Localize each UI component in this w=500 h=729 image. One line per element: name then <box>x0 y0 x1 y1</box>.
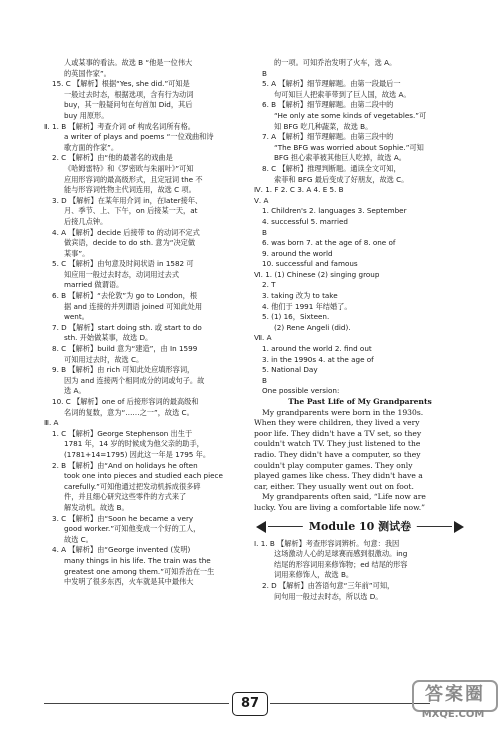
watermark-logo <box>412 680 494 724</box>
answer-line: 2. D 【解析】由答语句意“三年前”可知， <box>262 580 395 590</box>
answer-line: Ⅴ. A <box>254 195 269 205</box>
answer-line: 应用形容词的最高级形式，且定冠词 the 不 <box>64 174 203 184</box>
footer-rule-left <box>44 703 229 704</box>
triangle-right-icon <box>454 521 464 533</box>
answer-line: buy 用原形。 <box>64 110 109 120</box>
answer-line: buy，其一般疑问句在句首加 Did，其后 <box>64 100 193 110</box>
answer-line: 1. around the world 2. find out <box>262 344 372 354</box>
answer-line: carefully.”可知他通过把发动机拆成很多碎 <box>64 481 201 491</box>
module-banner <box>254 518 466 536</box>
answer-line: “The BFG was worried about Sophie.”可知 <box>274 142 424 152</box>
answer-line: 的一项。可知乔治发明了火车，选 A。 <box>274 58 397 67</box>
answer-line: greatest one among them.”可知乔治在一生 <box>64 566 215 576</box>
answer-line: 9. B 【解析】由 rich 可知此处应填形容词， <box>52 365 195 375</box>
answer-line: 4. 他们于 1991 年结婚了。 <box>262 301 352 311</box>
answer-line: (1781+14=1795) 因此这一年是 1795 年。 <box>64 449 211 459</box>
answer-line: 索菲和 BFG 最后变成了好朋友，故选 C。 <box>274 174 409 184</box>
answer-line: 月、季节、上、下午，on 后接某一天，at <box>64 206 198 216</box>
answer-line: 10. successful and famous <box>262 259 358 269</box>
answer-line: married 做谓语。 <box>64 280 124 290</box>
module-answers <box>254 539 466 603</box>
answer-line: 句可知巨人把索菲带到了巨人国，故选 A。 <box>274 89 411 99</box>
triangle-left-icon <box>256 521 266 533</box>
answer-line: 5. National Day <box>262 365 318 375</box>
answer-line: 歌方面的作家”。 <box>64 142 119 152</box>
answer-line: BFG 担心索菲被其他巨人吃掉，故选 A。 <box>274 153 406 163</box>
essay-line: couldn't watch TV. They just listened to the <box>254 439 421 449</box>
answer-line: Ⅲ. A <box>44 418 59 428</box>
answer-line: Ⅳ. 1. F 2. C 3. A 4. E 5. B <box>254 185 344 195</box>
answer-line: 后接几点钟。 <box>64 216 108 226</box>
right-answers <box>254 58 466 397</box>
answer-line: 8. C 【解析】推理判断题。通读全文可知， <box>262 163 401 173</box>
answer-line: 4. successful 5. married <box>262 216 348 226</box>
answer-line: 故选 C。 <box>64 534 93 544</box>
answer-line: 6. B 【解析】“去伦敦”为 go to London，根 <box>52 291 198 301</box>
answer-line: went。 <box>64 312 89 322</box>
answer-line: 选 A。 <box>64 386 86 396</box>
essay-line: When they were children, they lived a very <box>254 418 420 428</box>
answer-line: 据 and 连接的并列谓语 joined 可知此处用 <box>64 301 203 311</box>
answer-line: “He only ate some kinds of vegetables.”可 <box>274 110 427 120</box>
answer-line: 4. A 【解析】由“George invented (发明) <box>52 545 191 555</box>
answer-line: 问句用一般过去时态，所以选 D。 <box>274 591 383 601</box>
right-column <box>254 58 466 602</box>
answer-line: 5. A 【解析】细节理解题。由第一段最后一 <box>262 79 401 89</box>
essay-line: played games like chess. They didn't have a <box>254 471 423 481</box>
answer-line: 3. in the 1990s 4. at the age of <box>262 354 374 364</box>
answer-line: good worker.”可知他变成一个好的工人， <box>64 524 201 534</box>
answer-line: 能与形容词性物主代词连用，故选 C 项。 <box>64 185 196 195</box>
essay-line: poor life. They didn't have a TV set, so they <box>254 428 422 438</box>
essay-line: lucky. You are living a comfortable life now.” <box>254 502 426 512</box>
answer-line: 3. D 【解析】在某年用介词 in，在later接年、 <box>52 195 203 205</box>
answer-line: 15. C 【解析】根据“Yes, she did.”可知是 <box>52 79 190 89</box>
answer-line: many things in his life. The train was the <box>64 555 211 565</box>
answer-line: 可知用过去时，故选 C。 <box>64 354 144 364</box>
answer-line: 3. C 【解析】由“Soon he became a very <box>52 513 194 523</box>
answer-line: 2. T <box>262 280 276 290</box>
answer-line: 做宾语，decide to do sth. 意为“决定做 <box>64 238 196 248</box>
answer-line: a writer of plays and poems “一位戏曲和诗 <box>64 132 214 142</box>
answer-line: 4. A 【解析】decide 后接带 to 的动词不定式 <box>52 227 200 237</box>
answer-line: 5. (1) 16，Sixteen. <box>262 312 330 322</box>
answer-line: 名词的复数，意为“……之一”，故选 C。 <box>64 407 194 417</box>
essay-line: couldn't play computer games. They only <box>254 460 413 470</box>
answer-line: 一般过去时态，根据选项，含有行为动词 <box>64 89 194 99</box>
answer-line: 人或某事的看法。故选 B “他是一位伟大 <box>64 58 193 67</box>
answer-line: Ⅵ. 1. (1) Chinese (2) singing group <box>254 269 380 279</box>
answer-line: 3. taking 改为 to take <box>262 291 338 301</box>
answer-line: Ⅶ. A <box>254 333 272 343</box>
answer-line: 因为 and 连接两个相同成分的词或句子。故 <box>64 375 205 385</box>
answer-line: 知应用一般过去时态，动词用过去式 <box>64 269 180 279</box>
answer-line: 词用来修饰人，故选 B。 <box>274 570 354 580</box>
essay-line: car, either. They usually went out on foot. <box>254 481 414 491</box>
answer-line: 2. C 【解析】由“他的最著名的戏曲是 <box>52 153 173 163</box>
answer-line: 6. B 【解析】细节理解题。由第二段中的 <box>262 100 394 110</box>
answer-line: 件，并且细心研究这些零件的方式来了 <box>64 492 187 502</box>
page-number: 87 <box>232 692 268 716</box>
footer-rule-right <box>270 703 430 704</box>
essay-line: My grandparents were born in the 1930s. <box>262 407 424 417</box>
essay-title: The Past Life of My Grandparents <box>288 397 432 406</box>
answer-line: 知 BFG 吃几种蔬菜，故选 B。 <box>274 121 373 131</box>
answer-line: 中发明了很多东西，火车就是其中最伟大 <box>64 577 194 587</box>
watermark-logo-text: 答案圈 <box>412 680 498 712</box>
answer-line: Ⅰ. 1. B 【解析】考查形容词辨析。句意：我因 <box>254 538 400 548</box>
answer-line: Ⅱ. 1. B 【解析】考查介词 of 构成名词所有格。 <box>44 121 195 131</box>
essay-line: radio. They didn't have a computer, so they <box>254 449 421 459</box>
answer-line: 1781 年，14 岁的时候成为他父亲的助手， <box>64 439 204 449</box>
answer-line: One possible version: <box>262 386 340 396</box>
answer-line: (2) Rene Angeli (did). <box>274 322 351 332</box>
answer-line: B <box>262 375 267 385</box>
answer-line: 这场激动人心的足球赛而感到很激动。ing <box>274 549 408 559</box>
left-column <box>44 58 244 588</box>
answer-line: 9. around the world <box>262 248 333 258</box>
watermark-url: MXQE.COM <box>421 709 485 720</box>
answer-line: 2. B 【解析】由“And on holidays he often <box>52 460 198 470</box>
answer-line: B <box>262 227 267 237</box>
answer-line: 8. C 【解析】build 意为“建造”，由 In 1599 <box>52 344 198 354</box>
answer-line: 10. C 【解析】one of 后接形容词的最高级和 <box>52 397 199 406</box>
answer-line: 解发动机。故选 B。 <box>64 502 129 512</box>
answer-line: 7. A 【解析】细节理解题。由第三段中的 <box>262 132 394 142</box>
answer-line: 结尾的形容词用来修饰物；ed 结尾的形容 <box>274 559 408 569</box>
answer-line: 1. C 【解析】George Stephenson 出生于 <box>52 428 193 438</box>
answer-line: 《哈姆雷特》和《罗密欧与朱丽叶》”可知 <box>64 163 194 173</box>
answer-line: 7. D 【解析】start doing sth. 或 start to do <box>52 322 202 332</box>
essay-line: My grandparents often said, “Life now are <box>262 492 426 502</box>
answer-line: B <box>262 68 267 78</box>
answer-line: 1. Children's 2. languages 3. September <box>262 206 407 216</box>
answer-line: 的英国作家”。 <box>64 68 111 78</box>
answer-line: sth. 开始做某事，故选 D。 <box>64 333 153 343</box>
answer-line: 5. C 【解析】由句意及时间状语 in 1582 可 <box>52 259 194 269</box>
answer-line: 某事”。 <box>64 248 90 258</box>
answer-line: 6. was born 7. at the age of 8. one of <box>262 238 396 248</box>
essay-body <box>254 408 466 514</box>
module-title: Module 10 测试卷 <box>303 519 417 534</box>
answer-line: took one into pieces and studied each piece <box>64 471 223 481</box>
